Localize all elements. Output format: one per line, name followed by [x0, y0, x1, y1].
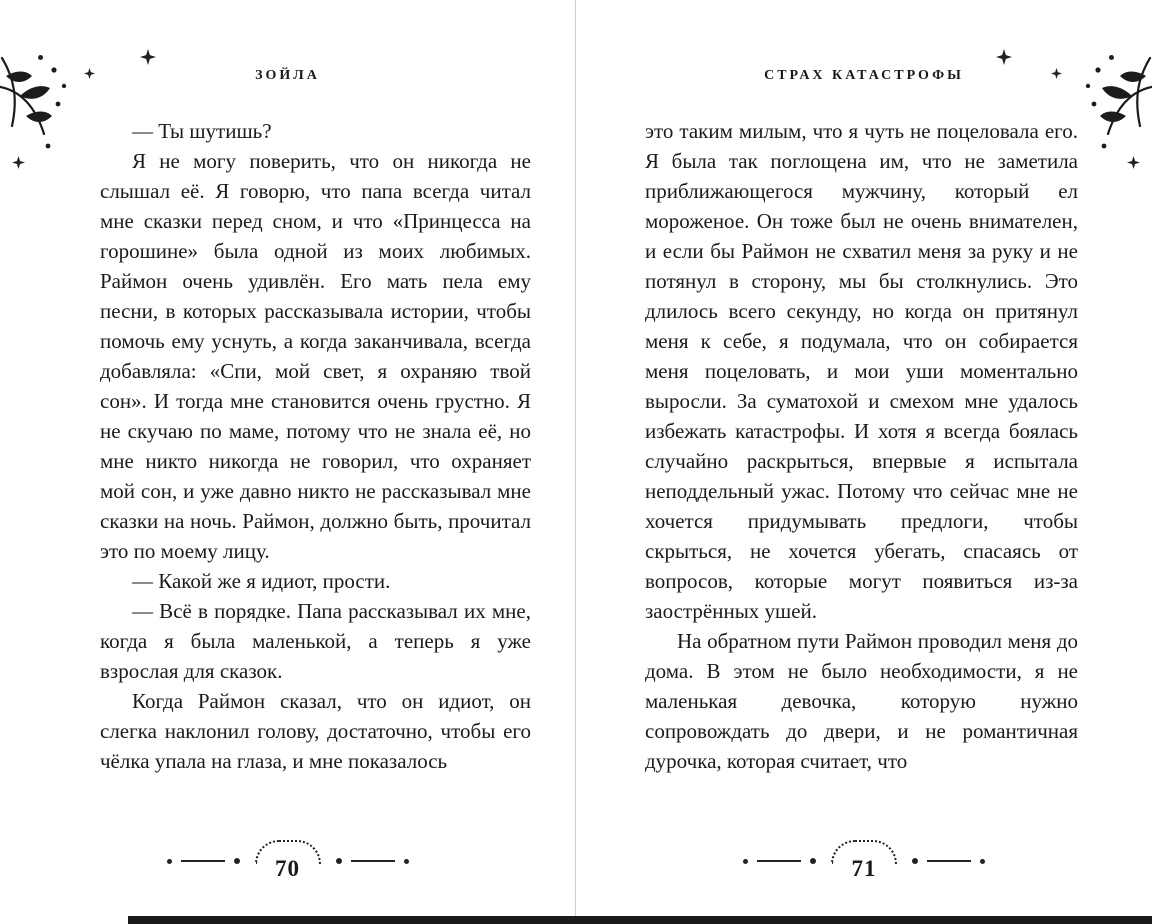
right-running-header: СТРАХ КАТАСТРОФЫ [764, 68, 964, 83]
left-page-body [0, 116, 575, 776]
left-running-header: ЗОЙЛА [255, 68, 320, 83]
rule-ornament [927, 860, 971, 862]
page-number: 71 [851, 856, 877, 881]
dot-ornament [743, 859, 748, 864]
paragraph: — Всё в порядке. Папа рассказывал их мне, когда я была маленькой, а теперь я уже взрослая для сказок. [100, 599, 531, 683]
right-page [576, 0, 1152, 916]
left-page-footer [0, 840, 575, 882]
page-number: 70 [275, 856, 300, 881]
paragraph: Я не могу поверить, что он никогда не слышал её. Я говорю, что папа всегда читал мне сказки перед сном, и что «Принцесса на горошине» была одной из моих любимых. Раймон очень удивлён. Его мать пела ему песни, в которых рассказывала истории, чтобы помочь ему уснуть, а когда заканчивала, всегда добавляла: «Спи, мой свет, я охраняю твой сон». И тогда мне становится очень грустно. Я не скучаю по маме, потому что не знала её, но мне никто никогда не говорил, что охраняет мой сон, и уже давно никто не рассказывал мне сказки на ночь. Раймон, должно быть, прочитал это по моему лицу. [100, 149, 531, 563]
folio [825, 840, 903, 882]
rule-ornament [351, 860, 395, 862]
paragraph: Когда Раймон сказал, что он идиот, он слегка наклонил голову, достаточно, чтобы его чёлка упала на глаза, и мне показалось [100, 689, 531, 773]
paragraph: На обратном пути Раймон проводил меня до дома. В этом не было необходимости, я не маленькая девочка, которую нужно сопровождать до двери, и не романтичная дурочка, которая считает, что [645, 629, 1078, 773]
dot-ornament [810, 858, 816, 864]
dot-ornament [167, 859, 172, 864]
dot-ornament [980, 859, 985, 864]
paragraph: — Ты шутишь? [132, 119, 272, 143]
paragraph: — Какой же я идиот, прости. [132, 569, 391, 593]
page-number-ornament [743, 840, 985, 882]
folio [249, 840, 327, 882]
taskbar-edge [128, 916, 1152, 924]
dot-ornament [404, 859, 409, 864]
page-number-ornament [167, 840, 409, 882]
left-page [0, 0, 576, 916]
paragraph: это таким милым, что я чуть не поцеловала его. Я была так поглощена им, что не заметила приближающегося мужчину, который ел мороженое. Он тоже был не очень внимателен, и если бы Раймон не схватил меня за руку и не потянул в сторону, мы бы столкнулись. Это длилось всего секунду, но когда он притянул меня к себе, я подумала, что он собирается меня поцеловать, и мои уши моментально выросли. За суматохой и смехом мне удалось избежать катастрофы. И хотя я всегда боялась случайно раскрыться, впервые я испытала неподдельный ужас. Потому что сейчас мне не хочется придумывать предлоги, чтобы скрыться, не хочется убегать, спасаясь от вопросов, которые могут появиться из-за заострённых ушей. [645, 119, 1078, 623]
dot-ornament [234, 858, 240, 864]
dot-ornament [336, 858, 342, 864]
rule-ornament [181, 860, 225, 862]
rule-ornament [757, 860, 801, 862]
dot-ornament [912, 858, 918, 864]
right-page-body [576, 116, 1152, 776]
right-page-footer [576, 840, 1152, 882]
